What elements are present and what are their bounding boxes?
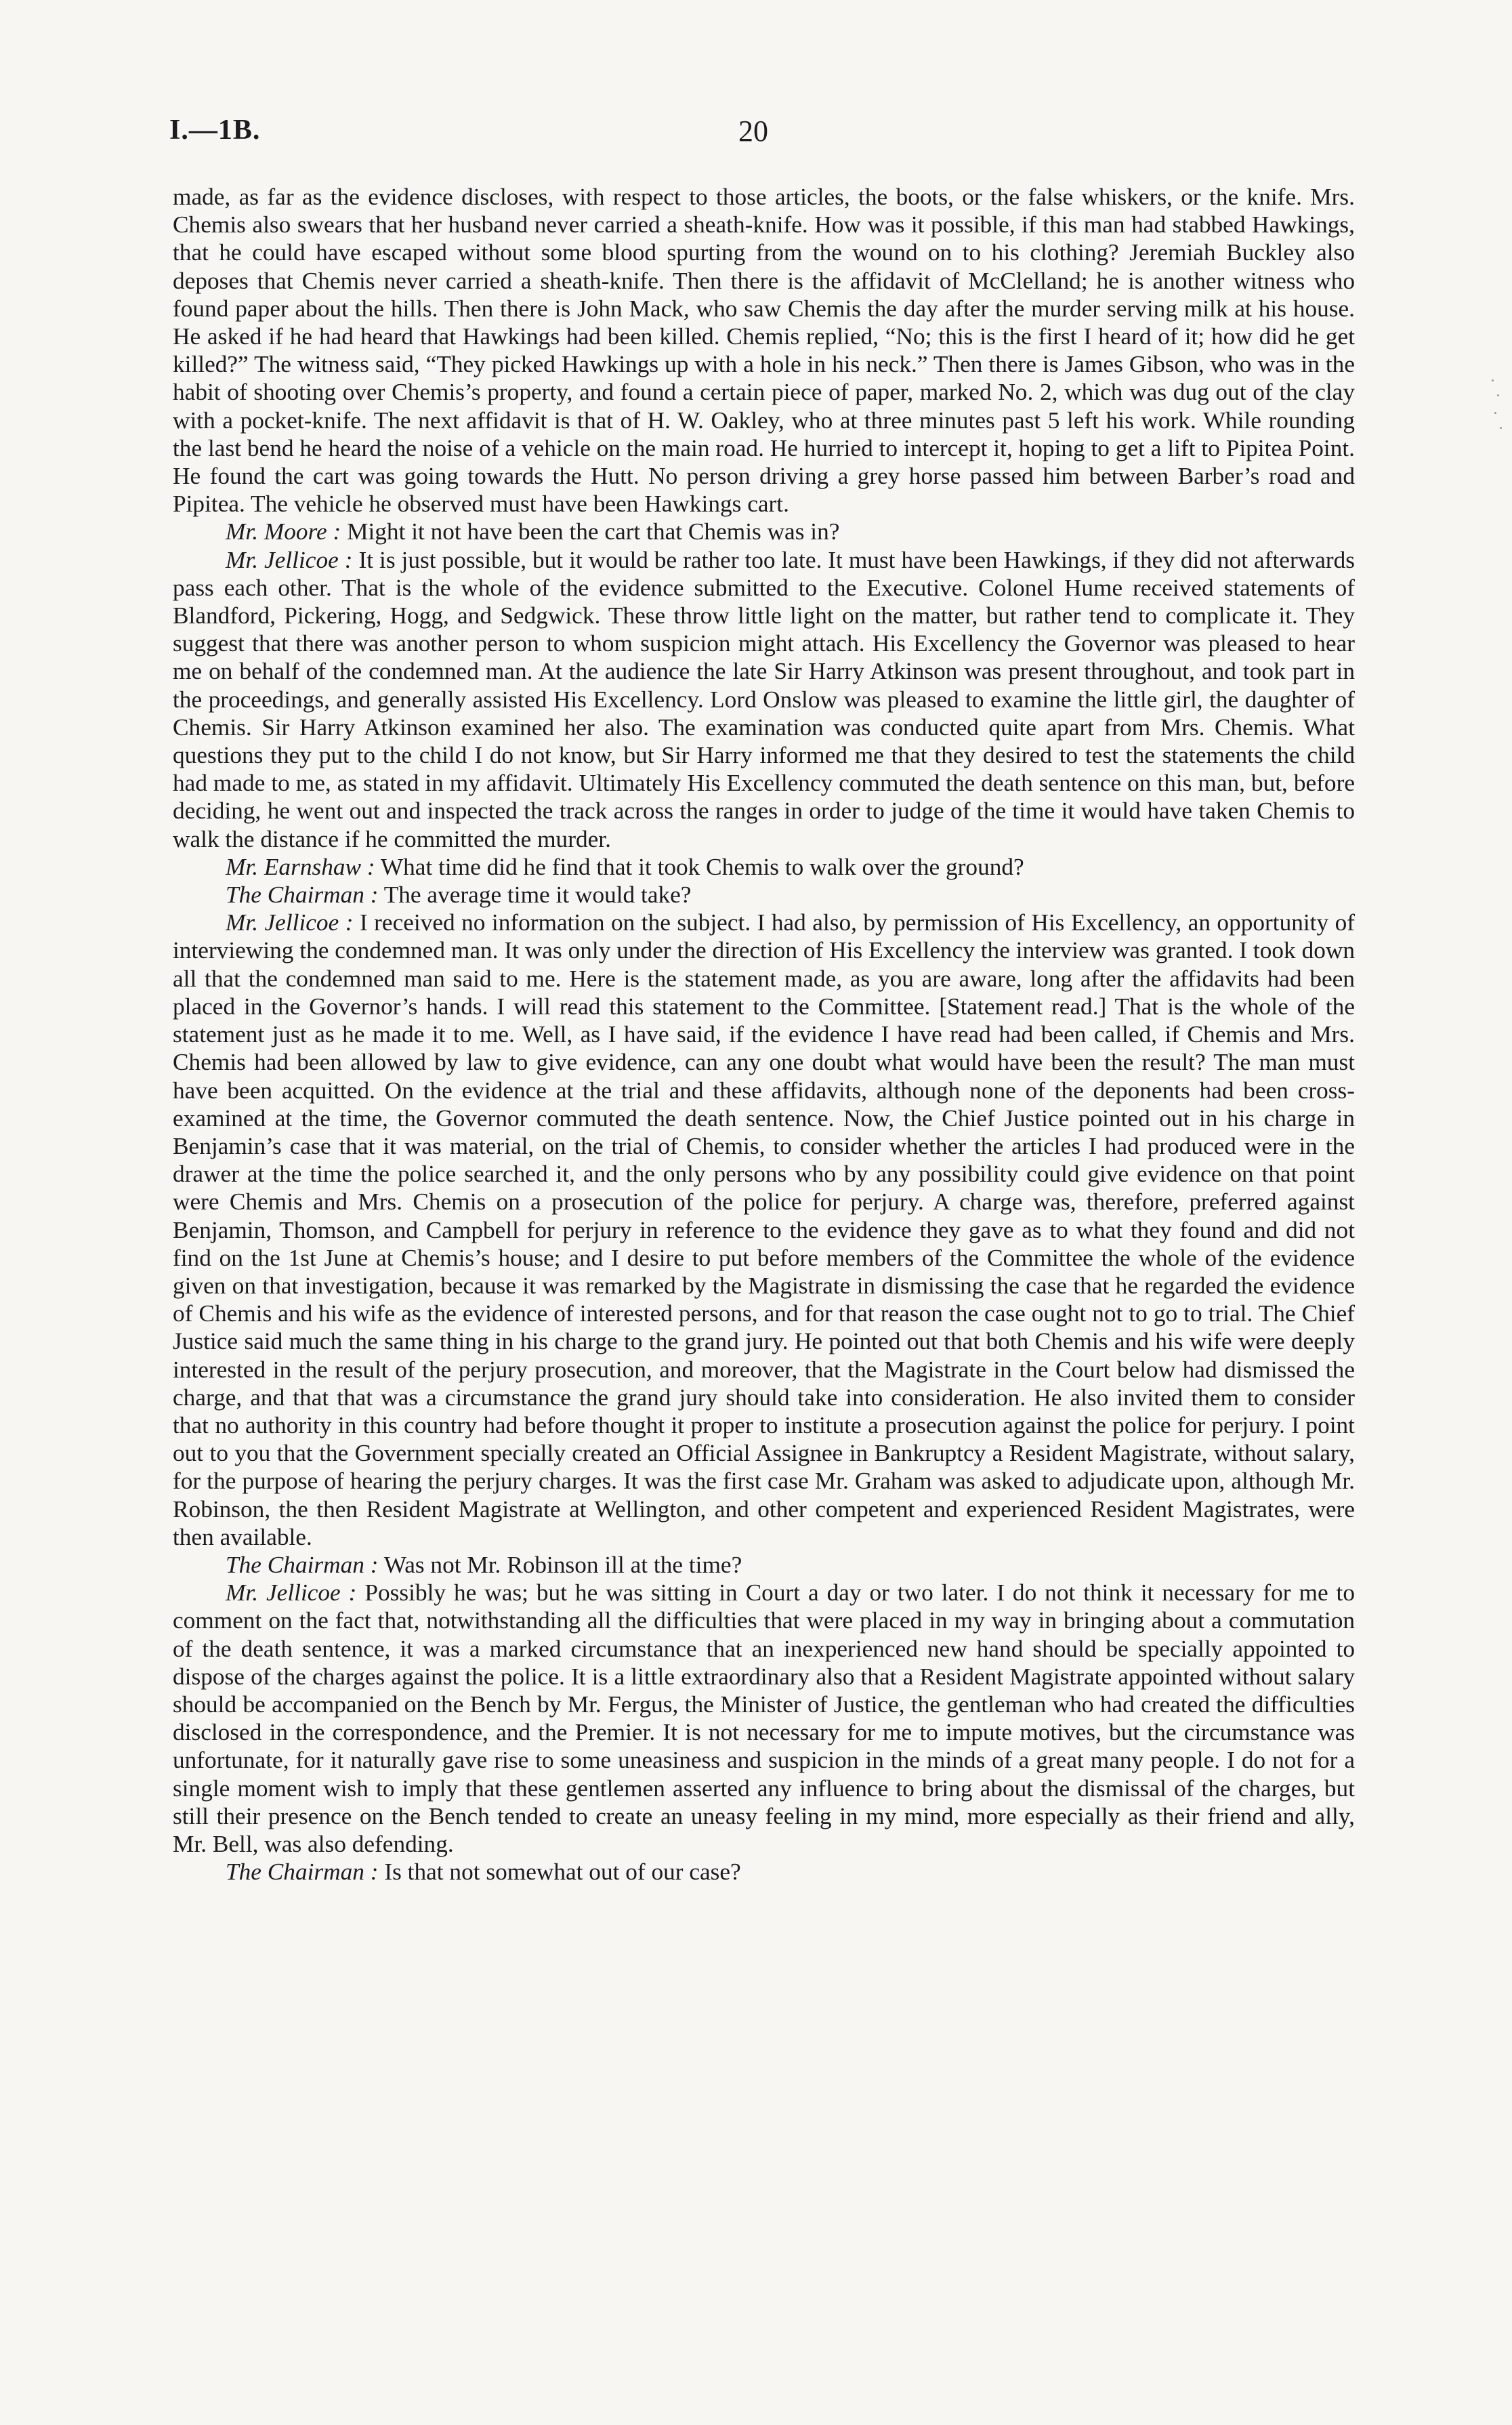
paragraph-text: I received no information on the subject. I had also, by permission of His Excellency, an opportunity of interviewing the condemned man. It was only under the direction of His Excellency the interview was granted. I took down all that the condemned man said to me. Here is the statement made, as you are aware, long after the affidavits had been placed in the Governor’s hands. I will read this statement to the Committee. [Statement read.] That is the whole of the statement just as he made it to me. Well, as I have said, if the evidence I have read had been called, if Chemis and Mrs. Chemis had been allowed by law to give evidence, can any one doubt what would have been the result? The man must have been acquitted. On the evidence at the trial and these affidavits, although none of the deponents had been cross-examined at the time, the Governor commuted the death sentence. Now, the Chief Justice pointed out in his charge in Benjamin’s case that it was material, on the trial of Chemis, to consider whether the articles I had produced were in the drawer at the time the police searched it, and the only persons who by any possibility could give evidence on that point were Chemis and Mrs. Chemis on a prosecution of the police for perjury. A charge was, therefore, preferred against Benjamin, Thomson, and Campbell for perjury in reference to the evidence they gave as to what they found and did not find on the 1st June at Chemis’s house; and I desire to put before members of the Committee the whole of the evidence given on that investigation, because it was remarked by the Magistrate in dismissing the case that he regarded the evidence of Chemis and his wife as the evidence of interested persons, and for that reason the case ought not to go to trial. The Chief Justice said much the same thing in his charge to the grand jury. He pointed out that both Chemis and his wife were deeply interested in the result of the perjury prosecution, and moreover, that the Magistrate in the Court below had dismissed the charge, and that that was a circumstance the grand jury should take into consideration. He also invited them to consider that no authority in this country had before thought it proper to institute a prosecution against the police for perjury. I point out to you that the Government specially created an Official Assignee in Bankruptcy a Resident Magistrate, without salary, for the purpose of hearing the perjury charges. It was the first case Mr. Graham was asked to adjudicate upon, although Mr. Robinson, the then Resident Magistrate at Wellington, and other competent and experienced Resident Magistrates, were then available. bbox=[173, 909, 1355, 1550]
paragraph-text: Might it not have been the cart that Chemis was in? bbox=[347, 518, 840, 545]
paragraph bbox=[173, 881, 1355, 909]
margin-specks bbox=[1485, 379, 1512, 440]
paragraph-text: Is that not somewhat out of our case? bbox=[384, 1859, 741, 1886]
paragraph-text: It is just possible, but it would be rather too late. It must have been Hawkings, if they did not afterwards pass each other. That is the whole of the evidence submitted to the Executive. Colonel Hume received statements of Blandford, Pickering, Hogg, and Sedgwick. These throw little light on the matter, but rather tend to complicate it. They suggest that there was another person to whom suspicion might attach. His Excellency the Governor was pleased to hear me on behalf of the condemned man. At the audience the late Sir Harry Atkinson was present throughout, and took part in the proceedings, and generally assisted His Excellency. Lord Onslow was pleased to examine the little girl, the daughter of Chemis. Sir Harry Atkinson examined her also. The examination was conducted quite apart from Mrs. Chemis. What questions they put to the child I do not know, but Sir Harry informed me that they desired to test the statements the child had made to me, as stated in my affidavit. Ultimately His Excellency commuted the death sentence on this man, but, before deciding, he went out and inspected the track across the ranges in order to judge of the time it would have taken Chemis to walk the distance if he committed the murder. bbox=[173, 546, 1355, 852]
paragraph bbox=[173, 853, 1355, 881]
paragraph bbox=[173, 546, 1355, 853]
paragraph bbox=[173, 1551, 1355, 1579]
paragraph bbox=[173, 1858, 1355, 1886]
paragraph-text: What time did he find that it took Chemis to walk over the ground? bbox=[380, 853, 1024, 880]
speaker-name: The Chairman : bbox=[226, 1551, 379, 1578]
paragraph bbox=[173, 518, 1355, 545]
paragraph-text: Was not Mr. Robinson ill at the time? bbox=[383, 1551, 742, 1578]
speaker-name: Mr. Jellicoe : bbox=[226, 1579, 357, 1607]
paragraph bbox=[173, 909, 1355, 1551]
speaker-name: Mr. Jellicoe : bbox=[226, 909, 354, 936]
page-header bbox=[169, 114, 1355, 161]
speaker-name: Mr. Jellicoe : bbox=[226, 546, 353, 573]
speaker-name: Mr. Earnshaw : bbox=[226, 853, 375, 880]
paragraph bbox=[173, 183, 1355, 518]
page-number: 20 bbox=[738, 115, 768, 148]
paragraph-text: Possibly he was; but he was sitting in Court a day or two later. I do not think it necessary for me to comment on the fact that, notwithstanding all the difficulties that were placed in my way in bringing about a commutation of the death sentence, it was a marked circumstance that an inexperienced new hand should be specially appointed to dispose of the charges against the police. It is a little extraordinary also that a Resident Magistrate appointed without salary should be accompanied on the Bench by Mr. Fergus, the Minister of Justice, the gentleman who had created the difficulties disclosed in the correspondence, and the Premier. It is not necessary for me to impute motives, but the circumstance was unfortunate, for it naturally gave rise to some uneasiness and suspicion in the minds of a great many people. I do not for a single moment wish to imply that these gentlemen asserted any influence to bring about the dismissal of the charges, but still their presence on the Bench tended to create an uneasy feeling in my mind, more especially as their friend and ally, Mr. Bell, was also defending. bbox=[173, 1579, 1356, 1857]
speaker-name: The Chairman : bbox=[226, 882, 379, 909]
document-reference: I.—1B. bbox=[169, 115, 261, 146]
paragraph-text: The average time it would take? bbox=[383, 882, 692, 909]
body-text bbox=[173, 183, 1355, 1886]
paragraph bbox=[173, 1579, 1355, 1858]
speaker-name: The Chairman : bbox=[226, 1859, 379, 1886]
speaker-name: Mr. Moore : bbox=[226, 518, 341, 545]
paragraph-text: made, as far as the evidence discloses, with respect to those articles, the boots, or the false whiskers, or the knife. Mrs. Chemis also swears that her husband never carried a sheath-knife. How was it possible, if this man had stabbed Hawkings, that he could have escaped without some blood spurting from the wound on to his clothing? Jeremiah Buckley also deposes that Chemis never carried a sheath-knife. Then there is the affidavit of McClelland; he is another witness who found paper about the hills. Then there is John Mack, who saw Chemis the day after the murder serving milk at his house. He asked if he had heard that Hawkings had been killed. Chemis replied, “No; this is the first I heard of it; how did he get killed?” The witness said, “They picked Hawkings up with a hole in his neck.” Then there is James Gibson, who was in the habit of shooting over Chemis’s property, and found a certain piece of paper, marked No. 2, which was dug out of the clay with a pocket-knife. The next affidavit is that of H. W. Oakley, who at three minutes past 5 left his work. While rounding the last bend he heard the noise of a vehicle on the main road. He hurried to intercept it, hoping to get a lift to Pipitea Point. He found the cart was going towards the Hutt. No person driving a grey horse passed him between Barber’s road and Pipitea. The vehicle he observed must have been Hawkings cart. bbox=[173, 184, 1355, 518]
